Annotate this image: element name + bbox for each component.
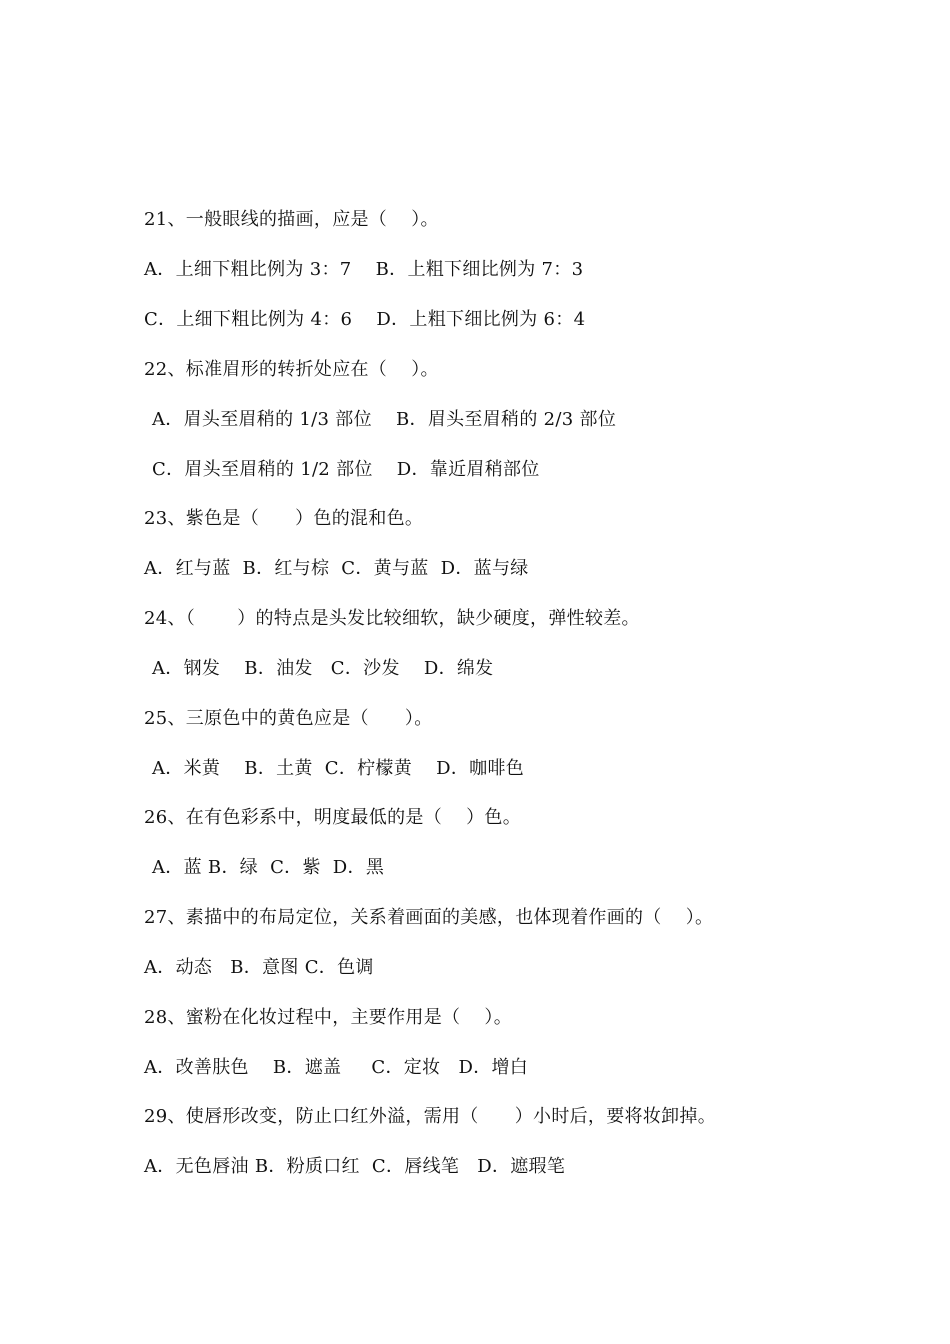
question-23: 23、紫色是（ ）色的混和色。 [144, 508, 424, 529]
question-28: 28、蜜粉在化妆过程中，主要作用是（ ）。 [144, 1007, 512, 1028]
question-21-options-cd: C．上细下粗比例为 4：6 D．上粗下细比例为 6：4 [144, 309, 586, 330]
question-26: 26、在有色彩系中，明度最低的是（ ）色。 [144, 807, 521, 828]
question-22: 22、标准眉形的转折处应在（ ）。 [144, 359, 439, 380]
question-25: 25、三原色中的黄色应是（ ）。 [144, 708, 433, 729]
question-22-options-cd: C．眉头至眉稍的 1/2 部位 D．靠近眉稍部位 [152, 459, 540, 480]
question-23-options: A．红与蓝 B．红与棕 C．黄与蓝 D．蓝与绿 [144, 558, 529, 579]
question-25-options: A．米黄 B．土黄 C．柠檬黄 D．咖啡色 [152, 758, 525, 779]
question-29: 29、使唇形改变，防止口红外溢，需用（ ）小时后，要将妆卸掉。 [144, 1106, 717, 1127]
question-28-options: A．改善肤色 B．遮盖 C．定妆 D．增白 [144, 1057, 529, 1078]
question-27: 27、素描中的布局定位，关系着画面的美感，也体现着作画的（ ）。 [144, 907, 714, 928]
question-22-options-ab: A．眉头至眉稍的 1/3 部位 B．眉头至眉稍的 2/3 部位 [152, 409, 617, 430]
question-29-options: A．无色唇油 B．粉质口红 C．唇线笔 D．遮瑕笔 [144, 1156, 566, 1177]
question-21: 21、一般眼线的描画，应是（ ）。 [144, 209, 439, 230]
question-24-options: A．钢发 B．油发 C．沙发 D．绵发 [152, 658, 494, 679]
question-27-options: A．动态 B．意图 C．色调 [144, 957, 374, 978]
question-21-options-ab: A．上细下粗比例为 3：7 B．上粗下细比例为 7：3 [144, 259, 584, 280]
question-24: 24、（ ）的特点是头发比较细软，缺少硬度，弹性较差。 [144, 608, 640, 629]
question-26-options: A．蓝 B．绿 C．紫 D．黑 [152, 857, 385, 878]
